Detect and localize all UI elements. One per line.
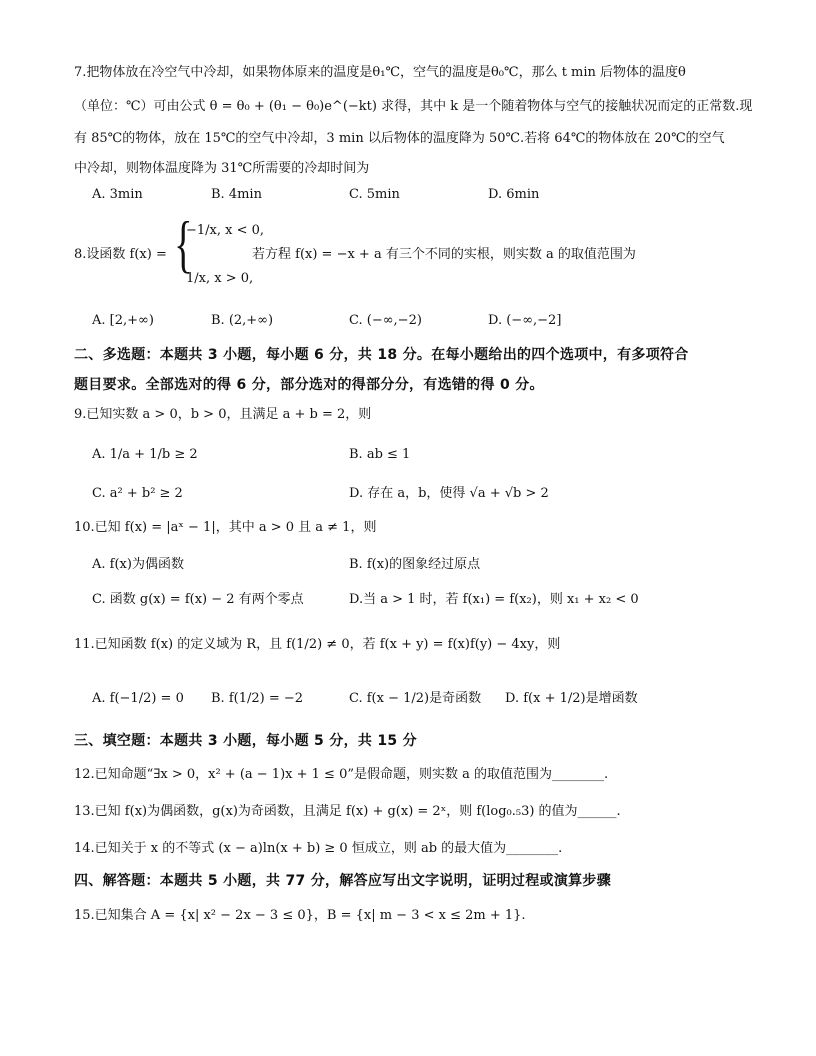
q7-option-c: C. 5min: [349, 187, 400, 202]
q8-case-2: 1/x, x > 0,: [186, 271, 254, 286]
q7-option-a: A. 3min: [92, 187, 143, 202]
q11-option-d: D. f(x + 1/2)是增函数: [505, 691, 638, 706]
q10-option-b: B. f(x)的图象经过原点: [349, 557, 481, 572]
q11-option-c: C. f(x − 1/2)是奇函数: [349, 691, 482, 706]
q8-option-d: D. (−∞,−2]: [488, 313, 562, 328]
q11-option-b: B. f(1/2) = −2: [211, 691, 304, 706]
q8-option-a: A. [2,+∞): [92, 313, 154, 328]
q7-line-3: 有 85℃的物体，放在 15℃的空气中冷却，3 min 以后物体的温度降为 50℃.若将 64℃的物体放在 20℃的空气: [74, 131, 725, 146]
section-2-heading-line-1: 二、多选题：本题共 3 小题，每小题 6 分，共 18 分。在每小题给出的四个选项中，有多项符合: [74, 347, 689, 363]
q10-option-a: A. f(x)为偶函数: [92, 557, 184, 572]
q8-option-b: B. (2,+∞): [211, 313, 274, 328]
q15: 15.已知集合 A = {x| x² − 2x − 3 ≤ 0}，B = {x| m − 3 < x ≤ 2m + 1}.: [74, 908, 526, 923]
q7-option-b: B. 4min: [211, 187, 262, 202]
q8-option-c: C. (−∞,−2): [349, 313, 422, 328]
section-2-heading-line-2: 题目要求。全部选对的得 6 分，部分选对的得部分分，有选错的得 0 分。: [74, 377, 544, 393]
q10-stem: 10.已知 f(x) = |aˣ − 1|，其中 a > 0 且 a ≠ 1，则: [74, 520, 377, 535]
q11-stem: 11.已知函数 f(x) 的定义域为 R，且 f(1/2) ≠ 0，若 f(x + y) = f(x)f(y) − 4xy，则: [74, 637, 561, 652]
section-3-heading: 三、填空题：本题共 3 小题，每小题 5 分，共 15 分: [74, 733, 417, 749]
q9-option-c: C. a² + b² ≥ 2: [92, 486, 183, 501]
q12: 12.已知命题“∃x > 0，x² + (a − 1)x + 1 ≤ 0”是假命题，则实数 a 的取值范围为________.: [74, 767, 609, 782]
q7-option-d: D. 6min: [488, 187, 540, 202]
piecewise-brace: {: [174, 208, 193, 279]
q9-option-d: D. 存在 a，b，使得 √a + √b > 2: [349, 486, 549, 501]
q8-case-1: −1/x, x < 0,: [186, 223, 265, 238]
q7-line-1: 7.把物体放在冷空气中冷却，如果物体原来的温度是θ₁℃，空气的温度是θ₀℃，那么 t min 后物体的温度θ: [74, 65, 686, 80]
q7-line-4: 中冷却，则物体温度降为 31℃所需要的冷却时间为: [74, 161, 370, 176]
q10-option-d: D.当 a > 1 时，若 f(x₁) = f(x₂)，则 x₁ + x₂ < 0: [349, 592, 639, 607]
q13: 13.已知 f(x)为偶函数，g(x)为奇函数，且满足 f(x) + g(x) = 2ˣ，则 f(log₀.₅3) 的值为______.: [74, 804, 621, 819]
q7-line-2: （单位：℃）可由公式 θ = θ₀ + (θ₁ − θ₀)e^(−kt) 求得，其中 k 是一个随着物体与空气的接触状况而定的正常数.现: [74, 99, 753, 114]
q14: 14.已知关于 x 的不等式 (x − a)ln(x + b) ≥ 0 恒成立，则 ab 的最大值为________.: [74, 841, 563, 856]
q11-option-a: A. f(−1/2) = 0: [92, 691, 184, 706]
q8-prefix: 8.设函数 f(x) =: [74, 247, 167, 262]
q9-option-a: A. 1/a + 1/b ≥ 2: [92, 447, 198, 462]
q10-option-c: C. 函数 g(x) = f(x) − 2 有两个零点: [92, 592, 304, 607]
q8-suffix: 若方程 f(x) = −x + a 有三个不同的实根，则实数 a 的取值范围为: [252, 247, 636, 262]
q9-stem: 9.已知实数 a > 0，b > 0，且满足 a + b = 2，则: [74, 407, 372, 422]
q9-option-b: B. ab ≤ 1: [349, 447, 411, 462]
section-4-heading: 四、解答题：本题共 5 小题，共 77 分，解答应写出文字说明，证明过程或演算步骤: [74, 873, 612, 889]
